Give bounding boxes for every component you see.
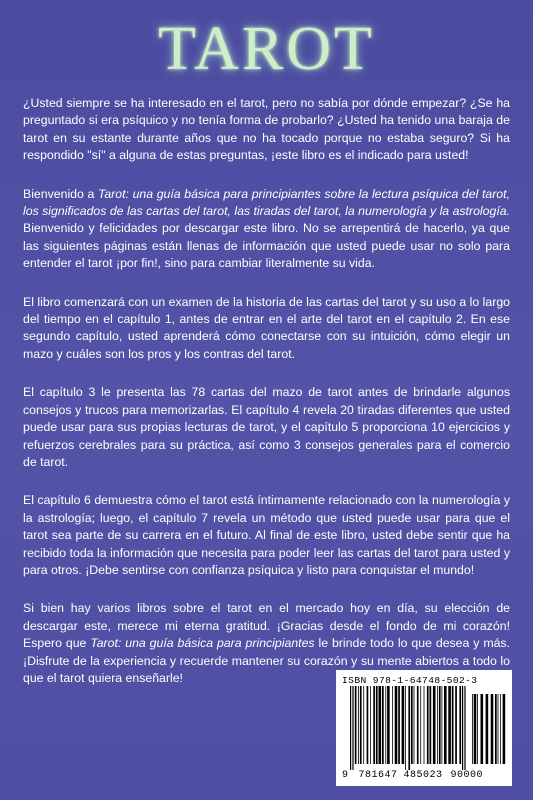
paragraph-text: El libro comenzará con un examen de la historia de las cartas del tarot y su uso a lo largo del tiempo en el capítulo 1, antes de entrar en el arte del tarot en el capítulo 2. En ese segundo capítulo, usted aprenderá cómo conectarse con su intuición, cómo elegir un mazo y cuáles son los pros y los contras del tarot. <box>23 294 510 361</box>
paragraph <box>23 186 510 273</box>
paragraph-text: Bienvenido a <box>23 186 98 201</box>
paragraph-text: ¿Usted siempre se ha interesado en el tarot, pero no sabía por dónde empezar? ¿Se ha preguntado si era psíquico y no tenía forma de probarlo? ¿Usted ha tenido una baraja de tarot en su estante durante años que no ha tocado porque no estaba seguro? Si ha respondido "sí" a alguna de estas preguntas, ¡este libro es el indicado para usted! <box>23 96 510 163</box>
barcode-digits-right: 485023 <box>403 770 443 781</box>
paragraph-text: Bienvenido y felicidades por descargar este libro. No se arrepentirá de hacerlo, ya que las siguientes páginas están llenas de información que usted puede usar no solo para entender el tarot ¡por fin!, sino para cambiar literalmente su vida. <box>23 221 510 271</box>
isbn-number: ISBN 978-1-64748-502-3 <box>342 675 478 686</box>
paragraph <box>23 95 510 165</box>
paragraph-text: Si bien hay varios libros sobre el tarot en el mercado hoy en día, su elección de descargar este, merece mi eterna gratitud. ¡Gracias desde el fondo de mi corazón! Espero que <box>23 601 510 651</box>
paragraph-text: El capítulo 6 demuestra cómo el tarot está íntimamente relacionado con la numerología y la astrología; luego, el capítulo 7 revela un método que usted puede usar para que el tarot sea parte de su carrera en el futuro. Al final de este libro, usted debe sentir que ha recibido toda la información que necesita para poder leer las cartas del tarot para usted y para otros. ¡Debe sentirse con confianza psíquica y listo para conquistar el mundo! <box>23 493 510 577</box>
barcode-digits-mid: 781647 <box>358 770 398 781</box>
italic-book-title: Tarot: una guía básica para principiantes <box>90 636 315 651</box>
barcode-digits <box>342 770 508 782</box>
price-code: 90000 <box>450 770 484 781</box>
barcode-bars <box>350 686 506 770</box>
isbn-barcode-block <box>336 670 512 786</box>
barcode-digit-left: 9 <box>342 770 349 781</box>
italic-book-title: Tarot: una guía básica para principiantes sobre la lectura psíquica del tarot, los significados de las cartas del tarot, las tiradas del tarot, la numerología y la astrología. <box>23 186 510 219</box>
paragraph <box>23 492 510 579</box>
blurb-text <box>23 95 510 708</box>
paragraph <box>23 294 510 364</box>
paragraph <box>23 384 510 471</box>
paragraph-text: El capítulo 3 le presenta las 78 cartas del mazo de tarot antes de brindarle algunos consejos y trucos para memorizarlas. El capítulo 4 revela 20 tiradas diferentes que usted puede usar para sus propias lecturas de tarot, y el capítulo 5 proporciona 10 ejercicios y refuerzos cerebrales para su práctica, así como 3 consejos generales para el comercio de tarot. <box>23 385 510 469</box>
paragraph-text: le brinde todo lo que desea y más. ¡Disfrute de la experiencia y recuerde mantener su corazón y su mente abiertos a todo lo que el tarot quiera enseñarle! <box>23 636 510 685</box>
isbn-label <box>342 675 506 686</box>
cover-title: TAROT <box>158 15 375 83</box>
barcode-icon <box>350 686 506 770</box>
